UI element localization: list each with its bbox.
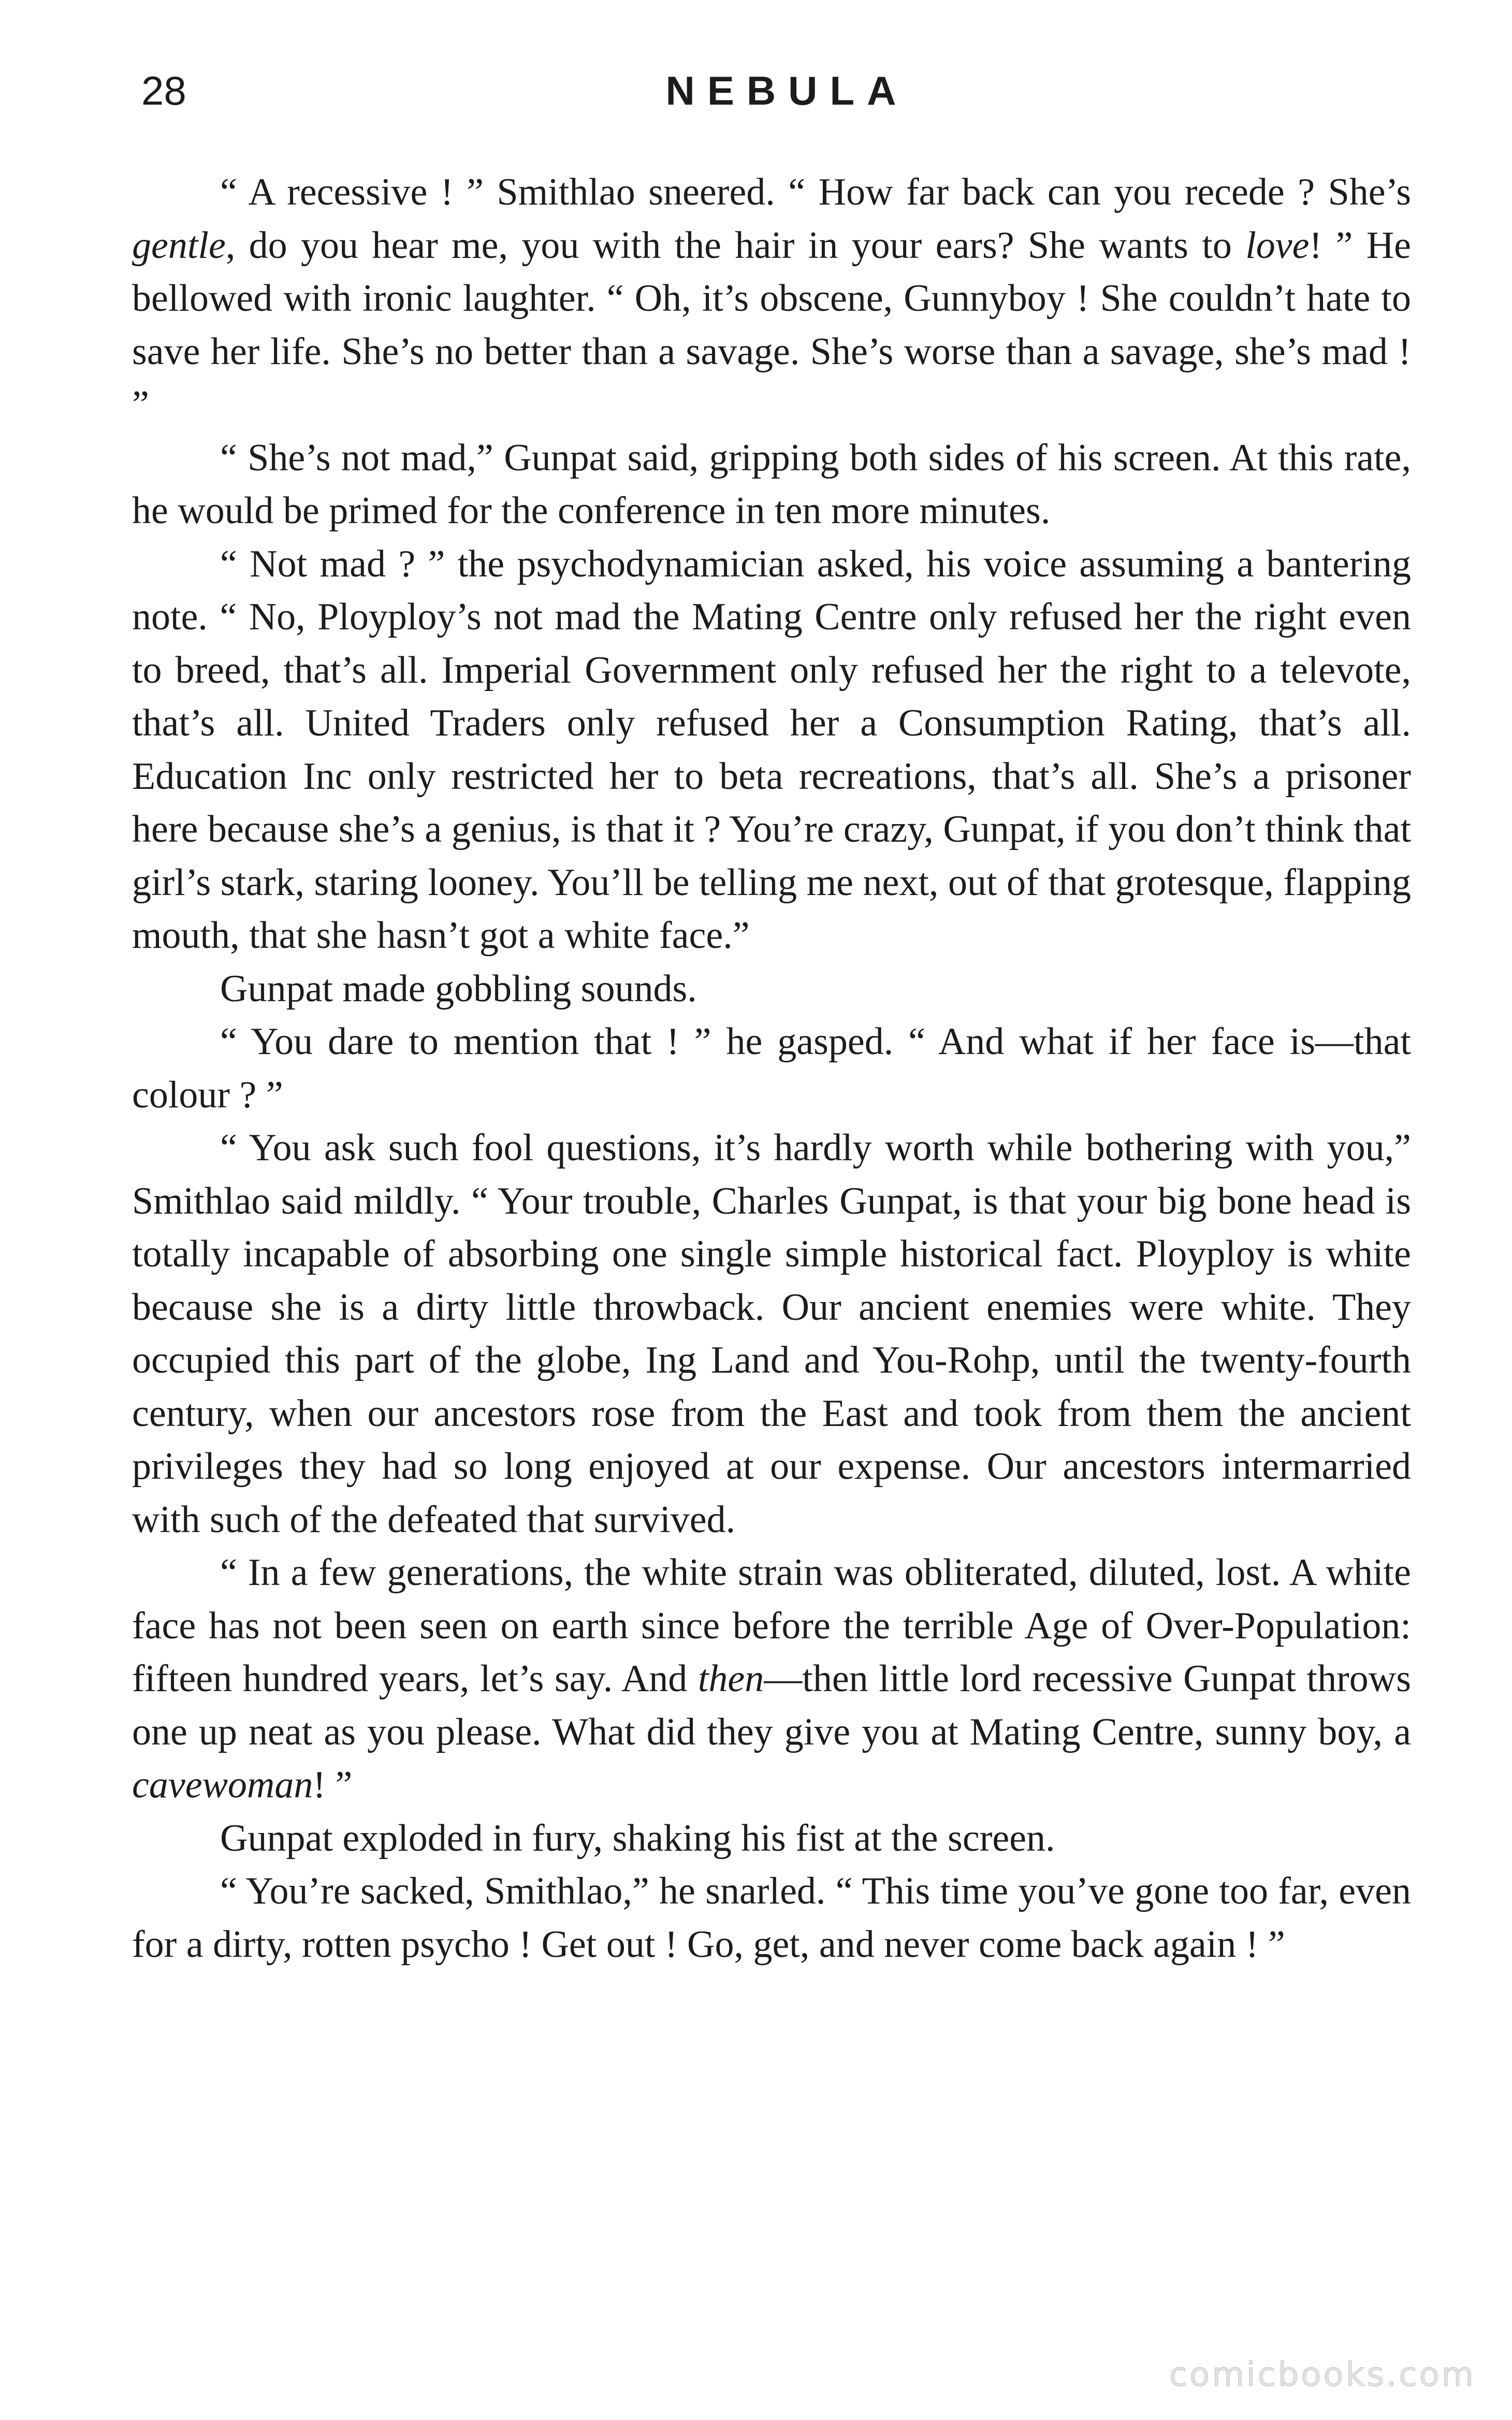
paragraph: “ Not mad ? ” the psychodynamician asked, his voice assuming a bantering note. “ No, Ployploy’s not mad the Mating Centre only refused her the right even to breed, that’s all. Imperial Government only refused her the right to a televote, that’s all. United Traders only refused her a Consumption Rating, that’s all. Education Inc only restricted her to beta recreations, that’s all. She’s a prisoner here because she’s a genius, is that it ? You’re crazy, Gunpat, if you don’t think that girl’s stark, staring looney. You’ll be telling me next, out of that grotesque, flapping mouth, that she hasn’t got a white face.” — [132, 542, 1411, 957]
paragraph: “ A recessive ! ” Smithlao sneered. “ How far back can you recede ? She’s gentle, do you hear me, you with the hair in your ears? She wants to love! ” He bellowed with ironic laughter. “ Oh, it’s obscene, Gunnyboy ! She couldn’t hate to save her life. She’s no better than a savage. She’s worse than a savage, she’s mad ! ” — [132, 171, 1411, 426]
watermark: comicbooks.com — [1169, 2356, 1476, 2394]
paragraph: “ She’s not mad,” Gunpat said, gripping both sides of his screen. At this rate, he would be primed for the conference in ten more minutes. — [132, 436, 1411, 532]
paragraph: “ You ask such fool questions, it’s hardly worth while bothering with you,” Smithlao said mildly. “ Your trouble, Charles Gunpat, is that your big bone head is totally incapable of absorbing one single simple historical fact. Ployploy is white because she is a dirty little throwback. Our ancient enemies were white. They occupied this part of the globe, Ing Land and You-Rohp, until the twenty-fourth century, when our ancestors rose from the East and took from them the ancient privileges they had so long enjoyed at our expense. Our ancestors intermarried with such of the defeated that survived. — [132, 1127, 1411, 1541]
running-head — [132, 62, 1411, 129]
magazine-title: NEBULA — [665, 68, 909, 113]
paragraph: “ In a few generations, the white strain was obliterated, diluted, lost. A white face has not been seen on earth since before the terrible Age of Over-Population: fifteen hundred years, let’s say. And then—then little lord recessive Gunpat throws one up neat as you please. What did they give you at Mating Centre, sunny boy, a cavewoman! ” — [132, 1551, 1411, 1806]
body-text — [132, 166, 1411, 1971]
italic-emphasis: gentle — [132, 224, 226, 267]
page-number: 28 — [141, 68, 186, 113]
paragraph: Gunpat exploded in fury, shaking his fist at the screen. — [220, 1817, 1055, 1860]
italic-emphasis: cavewoman — [132, 1764, 313, 1806]
paragraph: Gunpat made gobbling sounds. — [220, 967, 697, 1010]
paragraph: “ You dare to mention that ! ” he gasped. “ And what if her face is—that colour ? ” — [132, 1020, 1411, 1116]
italic-emphasis: love — [1245, 224, 1310, 267]
book-page — [132, 62, 1411, 1971]
paragraph: “ You’re sacked, Smithlao,” he snarled. “ This time you’ve gone too far, even for a dirty, rotten psycho ! Get out ! Go, get, and never come back again ! ” — [132, 1870, 1411, 1966]
italic-emphasis: then — [697, 1658, 764, 1700]
